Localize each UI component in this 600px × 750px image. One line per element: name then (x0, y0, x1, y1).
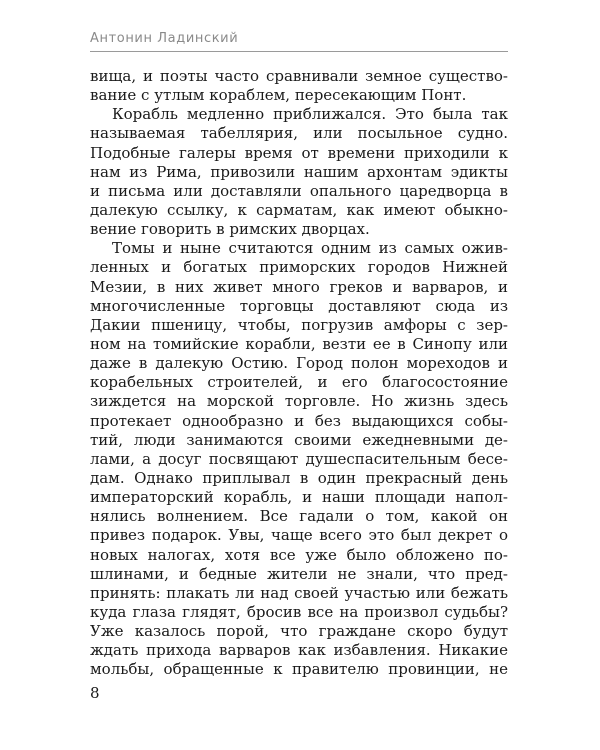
text-line: ном на томийские корабли, везти ее в Синопу или (90, 334, 508, 353)
text-line: принять: плакать ли над своей участью или бежать (90, 583, 508, 602)
text-line: вение говорить в римских дворцах. (90, 220, 370, 239)
text-line: шлинами, и бедные жители не знали, что пред- (90, 564, 508, 583)
text-line: и письма или доставляли опального царедворца в (90, 181, 508, 200)
text-line: многочисленные торговцы доставляют сюда из (90, 296, 508, 315)
text-line: зиждется на морской торговле. Но жизнь здесь (90, 392, 508, 411)
header-rule (90, 51, 508, 52)
text-line: дам. Однако приплывал в один прекрасный день (90, 468, 508, 487)
text-line: новых налогах, хотя все уже было обложено по- (90, 545, 508, 564)
page-number: 8 (90, 684, 100, 702)
text-line: Корабль медленно приближался. Это была так (112, 105, 508, 124)
text-line: Дакии пшеницу, чтобы, погрузив амфоры с зер- (90, 315, 508, 334)
text-line: куда глаза глядят, бросив все на произвол судьбы? (90, 602, 508, 621)
text-line: привез подарок. Увы, чаще всего это был декрет о (90, 526, 508, 545)
text-line: даже в далекую Остию. Город полон мореходов и (90, 354, 508, 373)
text-line: императорский корабль, и наши площади напол- (90, 488, 508, 507)
text-line: тий, люди занимаются своими ежедневными де- (90, 430, 508, 449)
text-line: корабельных строителей, и его благосостояние (90, 373, 508, 392)
text-line: ждать прихода варваров как избавления. Никакие (90, 641, 508, 660)
text-line: мольбы, обращенные к правителю провинции, не (90, 660, 508, 679)
text-line: называемая табеллярия, или посыльное судно. (90, 124, 508, 143)
text-body (90, 67, 508, 680)
text-line: Подобные галеры время от времени приходили к (90, 143, 508, 162)
text-line: протекает однообразно и без выдающихся собы- (90, 411, 508, 430)
text-line: Уже казалось порой, что граждане скоро будут (90, 622, 508, 641)
text-line: нам из Рима, привозили нашим архонтам эдикты (90, 162, 508, 181)
running-head: Антонин Ладинский (90, 31, 239, 46)
text-line: Томы и ныне считаются одним из самых ожив- (112, 239, 508, 258)
text-line: лами, а досуг посвящают душеспасительным бесе- (90, 449, 508, 468)
text-line: вание с утлым кораблем, пересекающим Понт. (90, 86, 467, 105)
text-line: ленных и богатых приморских городов Нижней (90, 258, 508, 277)
text-line: Мезии, в них живет много греков и варваров, и (90, 277, 508, 296)
text-line: далекую ссылку, к сарматам, как имеют обыкно- (90, 200, 508, 219)
text-line: нялись волнением. Все гадали о том, какой он (90, 507, 508, 526)
text-line: вища, и поэты часто сравнивали земное существо- (90, 67, 508, 85)
